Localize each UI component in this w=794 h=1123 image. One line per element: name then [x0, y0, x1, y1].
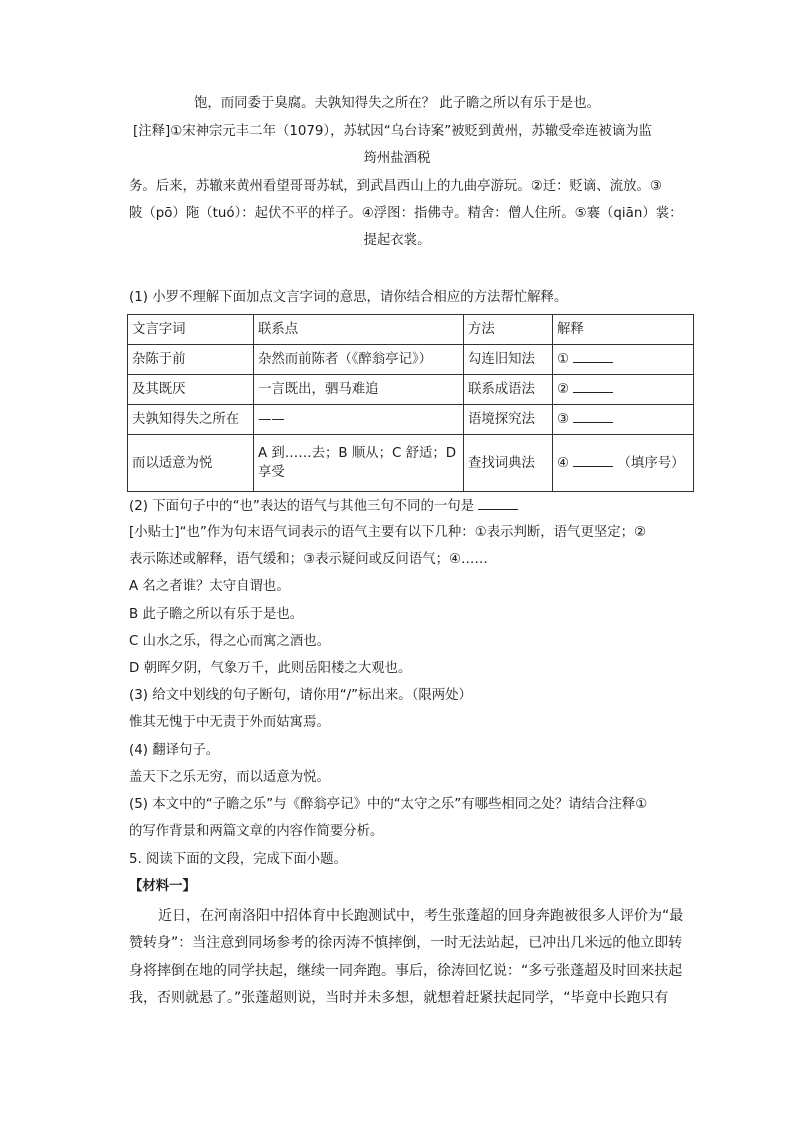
link-text-line-2: 享受: [258, 465, 285, 480]
material-para-line-1: 近日，在河南洛阳中招体育中长跑测试中，考生张蓬超的回身奔跑被很多人评价为“最: [158, 908, 684, 924]
q5-line-2: 的写作背景和两篇文章的内容作简要分析。: [129, 824, 384, 839]
q4-prompt: (4) 翻译句子。: [129, 743, 220, 758]
answer-note: （填序号）: [617, 455, 685, 471]
note-line-4: 陂（pō）陁（tuó）：起伏不平的样子。④浮图：指佛寺。精舍：僧人住所。⑤褰（qiān）裳：: [129, 206, 683, 221]
header-cell: 联系点: [254, 315, 464, 345]
answer-cell: [553, 345, 694, 375]
q2-prompt-text: (2) 下面句子中的“也”表达的语气与其他三句不同的一句是: [129, 499, 475, 514]
answer-blank[interactable]: [573, 410, 613, 423]
q2-answer-blank[interactable]: [478, 497, 518, 510]
word-cell: 杂陈于前: [128, 345, 254, 375]
word-cell: 夫孰知得失之所在: [128, 405, 254, 435]
link-cell: [254, 435, 464, 492]
q2-option-d: D 朝晖夕阴，气象万千，此则岳阳楼之大观也。: [129, 661, 412, 676]
header-cell: 解释: [553, 315, 694, 345]
word-cell: 而以适意为悦: [128, 435, 254, 492]
answer-cell: [553, 435, 694, 492]
vocab-table: [127, 314, 694, 492]
q3-prompt: (3) 给文中划线的句子断句，请你用“/”标出来。（限两处）: [129, 688, 472, 703]
table-header-row: [128, 315, 694, 345]
link-cell: ——: [254, 405, 464, 435]
method-cell: 语境探究法: [464, 405, 553, 435]
q1-prompt: (1) 小罗不理解下面加点文言字词的意思，请你结合相应的方法帮忙解释。: [129, 290, 568, 305]
note-line-2: 筠州盐酒税: [363, 151, 431, 166]
q2-option-a: A 名之者谁？太守自谓也。: [129, 579, 290, 594]
method-cell: 查找词典法: [464, 435, 553, 492]
q2-prompt: [129, 497, 518, 516]
link-cell: 一言既出，驷马难追: [254, 375, 464, 405]
q5-line-1: (5) 本文中的“子瞻之乐”与《醉翁亭记》中的“太守之乐”有哪些相同之处？请结合注释①: [129, 797, 648, 812]
q2-tip-line-2: 表示陈述或解释，语气缓和；③表示疑问或反问语气；④……: [129, 552, 488, 567]
table-row: [128, 435, 694, 492]
material-para-line-2: 赞转身”：当注意到同场参考的徐丙涛不慎摔倒，一时无法站起，已冲出几米远的他立即转: [129, 935, 683, 951]
q3-sentence: 惟其无愧于中无责于外而姑寓焉。: [129, 715, 330, 730]
answer-number: ①: [557, 352, 570, 367]
answer-number: ②: [557, 382, 570, 397]
material-para-line-4: 我，否则就悬了。”张蓬超则说，当时并未多想，就想着赶紧扶起同学，“毕竟中长跑只有: [129, 990, 669, 1006]
section-5-heading: 5. 阅读下面的文段，完成下面小题。: [129, 852, 347, 867]
table-row: [128, 405, 694, 435]
material-para-line-3: 身将摔倒在地的同学扶起，继续一同奔跑。事后，徐涛回忆说：“多亏张蓬超及时回来扶起: [129, 963, 683, 979]
note-line-5: 提起衣裳。: [363, 233, 431, 248]
table-row: [128, 375, 694, 405]
material-one-heading: 【材料一】: [129, 879, 196, 894]
q2-option-b: B 此子瞻之所以有乐于是也。: [129, 607, 304, 622]
q2-option-c: C 山水之乐，得之心而寓之酒也。: [129, 634, 331, 649]
method-cell: 联系成语法: [464, 375, 553, 405]
link-text-line-1: A 到……去；B 顺从；C 舒适；D: [258, 446, 457, 461]
answer-blank[interactable]: [573, 380, 613, 393]
q2-tip-line-1: [小贴士]“也”作为句末语气词表示的语气主要有以下几种：①表示判断，语气更坚定；②: [129, 525, 647, 540]
answer-number: ④: [557, 455, 570, 471]
q4-sentence: 盖天下之乐无穷，而以适意为悦。: [129, 770, 330, 785]
note-line-3: 务。后来，苏辙来黄州看望哥哥苏轼，到武昌西山上的九曲亭游玩。②迁：贬谪、流放。③: [129, 179, 662, 194]
header-cell: 方法: [464, 315, 553, 345]
word-cell: 及其既厌: [128, 375, 254, 405]
answer-cell: [553, 405, 694, 435]
answer-blank[interactable]: [573, 350, 613, 363]
method-cell: 勾连旧知法: [464, 345, 553, 375]
answer-blank[interactable]: [573, 454, 613, 467]
header-cell: 文言字词: [128, 315, 254, 345]
table-row: [128, 345, 694, 375]
passage-end-line: 饱，而同委于臭腐。夫孰知得失之所在？ 此子瞻之所以有乐于是也。: [194, 96, 600, 111]
note-line-1: [注释]①宋神宗元丰二年（1079），苏轼因“乌台诗案”被贬到黄州，苏辙受牵连被谪为监: [133, 124, 652, 139]
answer-number: ③: [557, 412, 570, 427]
answer-cell: [553, 375, 694, 405]
link-cell: 杂然而前陈者（《醉翁亭记》）: [254, 345, 464, 375]
